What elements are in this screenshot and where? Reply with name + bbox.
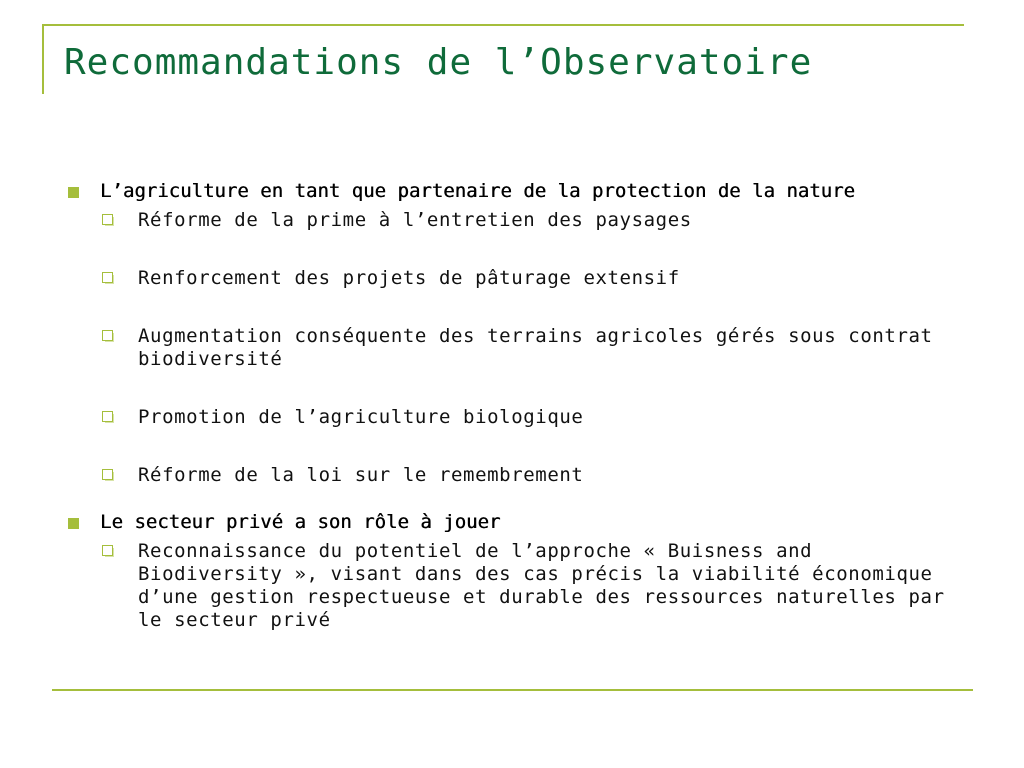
square-bullet-icon — [68, 518, 79, 529]
subitem — [100, 325, 968, 371]
subitem — [100, 406, 968, 429]
slide-content — [68, 180, 968, 632]
subitem-text: Réforme de la prime à l’entretien des paysages — [138, 209, 692, 231]
checkbox-bullet-icon — [102, 469, 113, 480]
bullet-text: L’agriculture en tant que partenaire de la protection de la nature — [100, 180, 855, 202]
checkbox-bullet-icon — [102, 214, 113, 225]
subitem — [100, 267, 968, 290]
bullet-text: Le secteur privé a son rôle à jouer — [100, 511, 501, 533]
bullet-agriculture — [68, 180, 968, 203]
subitem-text: Promotion de l’agriculture biologique — [138, 406, 584, 428]
checkbox-bullet-icon — [102, 545, 113, 556]
checkbox-bullet-icon — [102, 411, 113, 422]
bullet-secteur-prive — [68, 511, 968, 534]
square-bullet-icon — [68, 187, 79, 198]
slide-title: Recommandations de l’Observatoire — [64, 42, 813, 83]
subitem-text: Augmentation conséquente des terrains agricoles gérés sous contrat biodiversité — [138, 325, 933, 370]
subitem-text: Renforcement des projets de pâturage extensif — [138, 267, 680, 289]
subitem-text: Reconnaissance du potentiel de l’approche « Buisness and Biodiversity », visant dans des cas précis la viabilité économique d’une gestion respectueuse et durable des ressources naturelles par le secteur privé — [138, 540, 945, 631]
bottom-rule — [52, 689, 973, 691]
subitem — [100, 464, 968, 487]
title-top-rule — [42, 24, 964, 26]
subitem-text: Réforme de la loi sur le remembrement — [138, 464, 584, 486]
checkbox-bullet-icon — [102, 272, 113, 283]
title-left-rule — [42, 26, 44, 94]
subitem — [100, 209, 968, 232]
checkbox-bullet-icon — [102, 330, 113, 341]
subitem — [100, 540, 968, 632]
